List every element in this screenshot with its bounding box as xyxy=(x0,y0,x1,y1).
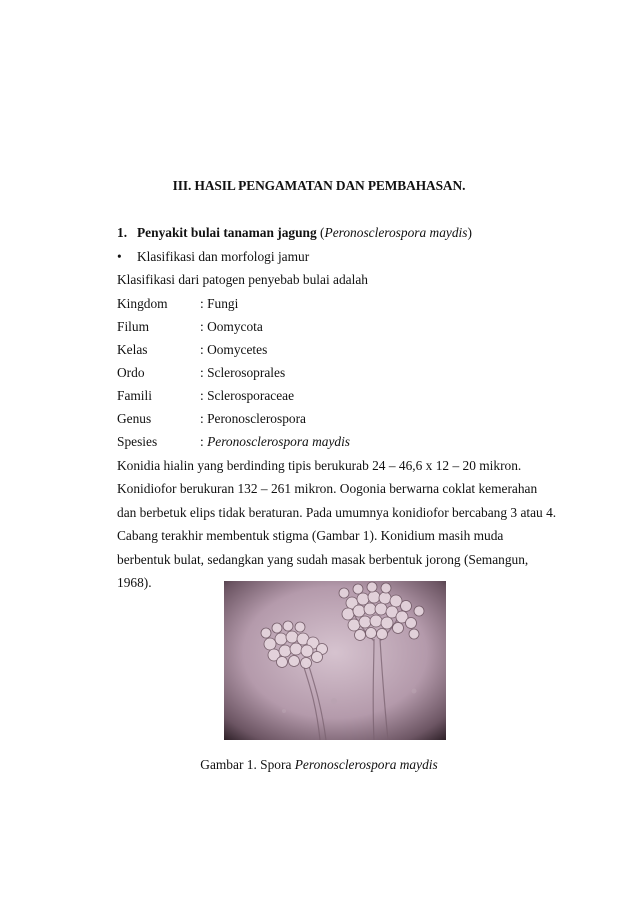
micrograph-image xyxy=(224,581,446,740)
taxonomy-value: : xyxy=(200,434,208,449)
paragraph-line: Konidiofor berukuran 132 – 261 mikron. Oogonia berwarna coklat kemerahan xyxy=(117,481,538,496)
taxonomy-row xyxy=(117,434,350,450)
figure-caption xyxy=(0,757,638,773)
section-heading xyxy=(117,225,472,241)
paragraph-line: Konidia hialin yang berdinding tipis berukurab 24 – 46,6 x 12 – 20 mikron. xyxy=(117,458,522,473)
micrograph-illustration xyxy=(224,581,446,740)
taxonomy-rank: Ordo xyxy=(117,365,145,380)
paragraph-line: 1968). xyxy=(117,575,152,590)
taxonomy-row xyxy=(117,319,263,335)
caption-latin-name: Peronosclerospora maydis xyxy=(294,757,438,772)
bullet-icon: • xyxy=(117,249,122,264)
section-title: Penyakit bulai tanaman jagung xyxy=(137,225,317,240)
intro-text: Klasifikasi dari patogen penyebab bulai adalah xyxy=(117,272,368,287)
taxonomy-value: : Fungi xyxy=(200,296,239,311)
taxonomy-value: : Peronosclerospora xyxy=(200,411,306,426)
bullet-text: Klasifikasi dan morfologi jamur xyxy=(137,249,310,264)
taxonomy-row xyxy=(117,388,294,404)
section-number: 1. xyxy=(117,225,128,240)
paragraph-line: berbentuk bulat, sedangkan yang sudah masak berbentuk jorong (Semangun, xyxy=(117,552,529,567)
taxonomy-value-latin: Peronosclerospora maydis xyxy=(207,434,351,449)
taxonomy-rank: Kelas xyxy=(117,342,148,357)
taxonomy-value: : Oomycetes xyxy=(200,342,268,357)
caption-prefix: Gambar 1. Spora xyxy=(200,757,295,772)
taxonomy-rank: Filum xyxy=(117,319,149,334)
taxonomy-row xyxy=(117,411,306,427)
taxonomy-value: : Oomycota xyxy=(200,319,263,334)
paragraph-line: dan berbetuk elips tidak beraturan. Pada umumnya konidiofor bercabang 3 atau 4. xyxy=(117,505,557,520)
taxonomy-row xyxy=(117,365,285,381)
taxonomy-rank: Kingdom xyxy=(117,296,168,311)
taxonomy-rank: Spesies xyxy=(117,434,158,449)
bullet-item xyxy=(117,249,309,265)
taxonomy-row xyxy=(117,296,238,312)
section-latin-name: Peronosclerospora maydis xyxy=(324,225,468,240)
taxonomy-rank: Genus xyxy=(117,411,152,426)
taxonomy-value: : Sclerosporaceae xyxy=(200,388,295,403)
paren-open: ( xyxy=(316,225,325,240)
chapter-heading: III. HASIL PENGAMATAN DAN PEMBAHASAN. xyxy=(172,178,466,193)
taxonomy-row xyxy=(117,342,267,358)
paren-close: ) xyxy=(467,225,472,240)
paragraph-line: Cabang terakhir membentuk stigma (Gambar 1). Konidium masih muda xyxy=(117,528,504,543)
taxonomy-value: : Sclerosoprales xyxy=(200,365,286,380)
taxonomy-rank: Famili xyxy=(117,388,152,403)
